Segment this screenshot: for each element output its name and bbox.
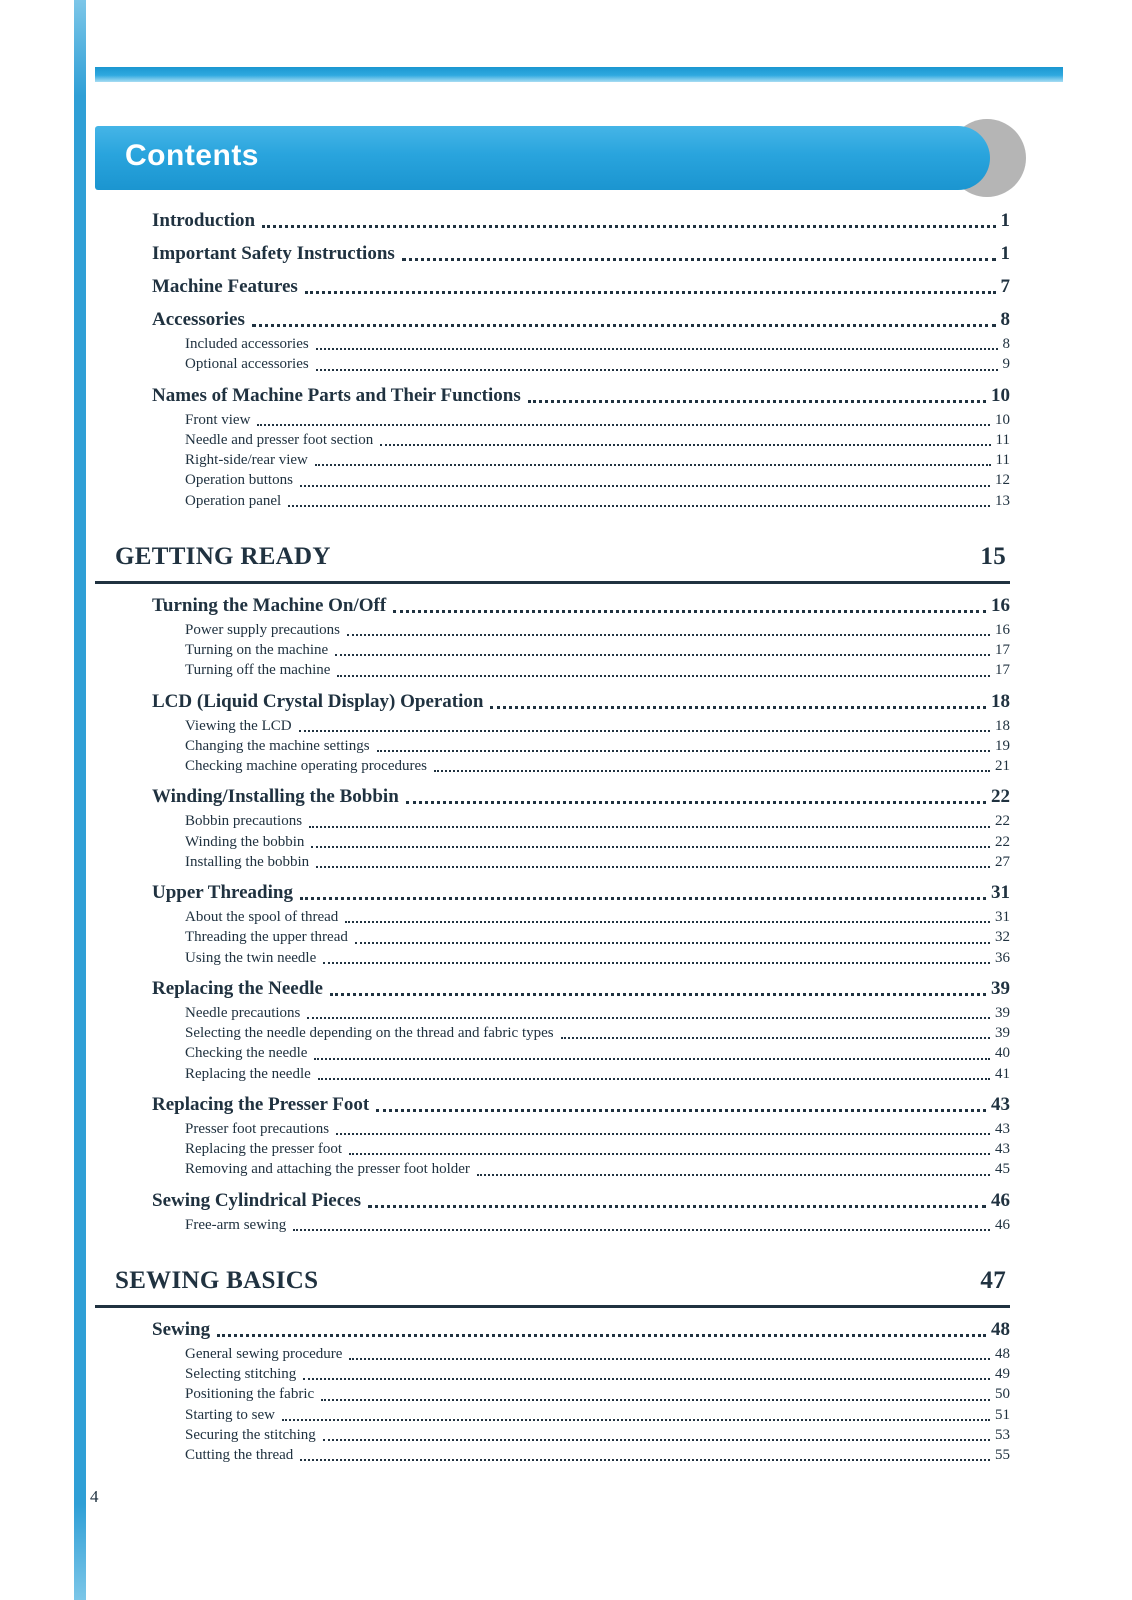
toc-entry-page-number: 39 bbox=[991, 977, 1010, 999]
toc-entry-label: Installing the bobbin bbox=[185, 853, 310, 870]
footer-page-number: 4 bbox=[90, 1487, 99, 1506]
toc-chapter-entry bbox=[152, 1093, 1010, 1117]
dot-leader bbox=[252, 324, 996, 327]
toc-entry-page-number: 45 bbox=[995, 1161, 1010, 1178]
toc-sub-entry bbox=[185, 1159, 1010, 1179]
toc-entry-page-number: 22 bbox=[991, 786, 1010, 808]
toc-entry-label: SEWING BASICS bbox=[115, 1266, 319, 1294]
toc-entry-label: Winding the bobbin bbox=[185, 833, 305, 850]
dot-leader bbox=[336, 1133, 990, 1135]
dot-leader bbox=[309, 826, 990, 828]
dot-leader bbox=[314, 1058, 990, 1060]
toc-entry-page-number: 50 bbox=[995, 1386, 1010, 1403]
toc-entry-label: Right-side/rear view bbox=[185, 452, 308, 468]
toc-entry-label: Viewing the LCD bbox=[185, 717, 292, 734]
toc-entry-label: Included accessories bbox=[185, 336, 309, 352]
dot-leader bbox=[376, 1109, 986, 1112]
toc-sub-entry bbox=[185, 1064, 1010, 1084]
toc-sub-entry bbox=[185, 620, 1010, 640]
dot-leader bbox=[380, 444, 990, 446]
toc-entry-page-number: 10 bbox=[991, 384, 1010, 406]
toc-entry-label: Turning the Machine On/Off bbox=[152, 594, 387, 616]
dot-leader bbox=[303, 1378, 990, 1380]
dot-leader bbox=[406, 801, 986, 804]
toc-entry-label: Needle precautions bbox=[185, 1004, 301, 1021]
toc-entry-page-number: 22 bbox=[995, 813, 1010, 830]
toc-sub-entry bbox=[185, 927, 1010, 947]
toc bbox=[95, 200, 1010, 1465]
toc-entry-label: Optional accessories bbox=[185, 356, 309, 373]
toc-entry-label: Free-arm sewing bbox=[185, 1216, 287, 1233]
dot-leader bbox=[257, 424, 990, 426]
toc-entry-page-number: 12 bbox=[995, 472, 1010, 489]
toc-entry-page-number: 46 bbox=[995, 1216, 1010, 1233]
toc-entry-label: Using the twin needle bbox=[185, 949, 317, 966]
toc-entry-label: General sewing procedure bbox=[185, 1345, 343, 1362]
dot-leader bbox=[477, 1174, 990, 1176]
toc-sub-entry bbox=[185, 1384, 1010, 1404]
toc-entry-label: Needle and presser foot section bbox=[185, 431, 374, 448]
toc-sub-entry bbox=[185, 450, 1010, 470]
toc-sub-entry bbox=[185, 1215, 1010, 1235]
toc-sub-entry bbox=[185, 410, 1010, 430]
toc-entry-page-number: 15 bbox=[980, 542, 1006, 570]
toc-sub-entry bbox=[185, 354, 1010, 374]
toc-sub-entry bbox=[185, 852, 1010, 872]
dot-leader bbox=[300, 897, 986, 900]
toc-chapter-entry bbox=[152, 209, 1010, 233]
toc-entry-page-number: 43 bbox=[995, 1120, 1010, 1137]
toc-entry-page-number: 43 bbox=[995, 1141, 1010, 1157]
toc-entry-page-number: 11 bbox=[995, 431, 1010, 448]
dot-leader bbox=[315, 464, 991, 466]
dot-leader bbox=[355, 942, 990, 944]
dot-leader bbox=[321, 1399, 990, 1401]
dot-leader bbox=[217, 1334, 986, 1337]
toc-chapter-entry bbox=[152, 242, 1010, 266]
toc-entry-label: Turning off the machine bbox=[185, 662, 331, 679]
toc-sub-entry bbox=[185, 1425, 1010, 1445]
toc-sub-entry bbox=[185, 1023, 1010, 1043]
dot-leader bbox=[323, 962, 990, 964]
toc-chapter-entry bbox=[152, 881, 1010, 905]
toc-sub-entry bbox=[185, 1364, 1010, 1384]
dot-leader bbox=[345, 921, 990, 923]
toc-entry-label: Positioning the fabric bbox=[185, 1386, 315, 1403]
toc-entry-page-number: 43 bbox=[991, 1093, 1010, 1115]
toc-entry-page-number: 9 bbox=[1002, 356, 1010, 373]
toc-entry-page-number: 1 bbox=[1000, 243, 1010, 264]
toc-sub-entry bbox=[185, 1043, 1010, 1063]
toc-entry-page-number: 11 bbox=[995, 452, 1010, 468]
toc-sub-entry bbox=[185, 1405, 1010, 1425]
dot-leader bbox=[299, 730, 990, 732]
toc-entry-label: Upper Threading bbox=[152, 882, 293, 903]
toc-entry-page-number: 36 bbox=[995, 949, 1010, 966]
dot-leader bbox=[282, 1419, 990, 1421]
toc-entry-page-number: 17 bbox=[995, 662, 1010, 679]
toc-entry-label: Sewing bbox=[152, 1318, 211, 1340]
toc-entry-page-number: 16 bbox=[991, 594, 1010, 616]
toc-entry-page-number: 22 bbox=[995, 833, 1010, 850]
toc-entry-label: Accessories bbox=[152, 309, 245, 330]
toc-entry-page-number: 10 bbox=[995, 411, 1010, 428]
toc-entry-page-number: 13 bbox=[995, 492, 1010, 509]
dot-leader bbox=[288, 505, 990, 507]
toc-chapter-entry bbox=[152, 690, 1010, 714]
dot-leader bbox=[528, 400, 986, 403]
toc-entry-page-number: 48 bbox=[995, 1345, 1010, 1362]
toc-entry-label: Changing the machine settings bbox=[185, 737, 370, 754]
toc-entry-label: Cutting the thread bbox=[185, 1447, 294, 1463]
dot-leader bbox=[316, 348, 998, 350]
toc-entry-label: Important Safety Instructions bbox=[152, 243, 395, 264]
toc-entry-page-number: 1 bbox=[1000, 210, 1010, 231]
toc-entry-page-number: 39 bbox=[995, 1004, 1010, 1021]
toc-chapter-entry bbox=[152, 275, 1010, 299]
toc-chapter-entry bbox=[152, 1189, 1010, 1213]
dot-leader bbox=[330, 993, 986, 996]
dot-leader bbox=[393, 610, 986, 613]
toc-entry-label: Checking machine operating procedures bbox=[185, 758, 427, 774]
toc-entry-label: Front view bbox=[185, 411, 251, 428]
toc-sub-entry bbox=[185, 491, 1010, 511]
toc-entry-label: Replacing the needle bbox=[185, 1065, 311, 1082]
toc-entry-page-number: 7 bbox=[1000, 276, 1010, 297]
toc-entry-label: Machine Features bbox=[152, 276, 298, 297]
toc-entry-label: Replacing the Needle bbox=[152, 977, 323, 999]
dot-leader bbox=[307, 1017, 990, 1019]
toc-entry-label: Presser foot precautions bbox=[185, 1120, 330, 1137]
toc-entry-page-number: 47 bbox=[980, 1266, 1006, 1294]
toc-entry-label: Checking the needle bbox=[185, 1045, 308, 1062]
top-accent-rule bbox=[95, 67, 1063, 82]
toc-entry-page-number: 8 bbox=[1000, 309, 1010, 330]
toc-entry-page-number: 8 bbox=[1002, 336, 1010, 352]
toc-sub-entry bbox=[185, 470, 1010, 490]
toc-entry-page-number: 41 bbox=[995, 1065, 1010, 1082]
toc-entry-label: Sewing Cylindrical Pieces bbox=[152, 1189, 361, 1211]
dot-leader bbox=[316, 369, 998, 371]
dot-leader bbox=[316, 866, 990, 868]
toc-entry-label: Selecting the needle depending on the thread and fabric types bbox=[185, 1025, 554, 1041]
toc-sub-entry bbox=[185, 1003, 1010, 1023]
dot-leader bbox=[335, 654, 990, 656]
toc-sub-entry bbox=[185, 907, 1010, 927]
toc-entry-page-number: 40 bbox=[995, 1045, 1010, 1062]
dot-leader bbox=[300, 485, 990, 487]
toc-entry-label: Threading the upper thread bbox=[185, 929, 348, 946]
toc-sub-entry bbox=[185, 811, 1010, 831]
toc-entry-label: Turning on the machine bbox=[185, 642, 329, 658]
toc-entry-label: Selecting stitching bbox=[185, 1366, 297, 1382]
toc-entry-page-number: 53 bbox=[995, 1426, 1010, 1443]
toc-entry-page-number: 31 bbox=[995, 909, 1010, 925]
toc-entry-label: Securing the stitching bbox=[185, 1426, 316, 1443]
toc-entry-label: Replacing the Presser Foot bbox=[152, 1093, 370, 1115]
toc-chapter-entry bbox=[152, 1318, 1010, 1342]
dot-leader bbox=[377, 750, 990, 752]
dot-leader bbox=[349, 1153, 990, 1155]
toc-entry-label: Replacing the presser foot bbox=[185, 1141, 343, 1157]
toc-entry-page-number: 17 bbox=[995, 642, 1010, 658]
dot-leader bbox=[349, 1358, 990, 1360]
toc-entry-page-number: 31 bbox=[991, 882, 1010, 903]
toc-entry-label: Operation buttons bbox=[185, 472, 293, 489]
toc-entry-page-number: 32 bbox=[995, 929, 1010, 946]
toc-entry-page-number: 46 bbox=[991, 1189, 1010, 1211]
toc-sub-entry bbox=[185, 334, 1010, 354]
toc-section-header bbox=[95, 541, 1010, 584]
toc-entry-label: Power supply precautions bbox=[185, 621, 340, 638]
toc-sub-entry bbox=[185, 1119, 1010, 1139]
toc-entry-page-number: 18 bbox=[991, 690, 1010, 712]
dot-leader bbox=[347, 634, 990, 636]
toc-entry-label: Introduction bbox=[152, 210, 256, 231]
toc-sub-entry bbox=[185, 756, 1010, 776]
toc-entry-page-number: 16 bbox=[995, 621, 1010, 638]
toc-entry-page-number: 39 bbox=[995, 1025, 1010, 1041]
dot-leader bbox=[434, 770, 990, 772]
toc-sub-entry bbox=[185, 736, 1010, 756]
dot-leader bbox=[293, 1229, 990, 1231]
page-title: Contents bbox=[125, 139, 259, 172]
toc-entry-label: Removing and attaching the presser foot holder bbox=[185, 1161, 470, 1178]
dot-leader bbox=[323, 1439, 990, 1441]
toc-entry-page-number: 19 bbox=[995, 737, 1010, 754]
contents-banner bbox=[95, 126, 990, 190]
dot-leader bbox=[368, 1205, 986, 1208]
toc-chapter-entry bbox=[152, 384, 1010, 408]
toc-sub-entry bbox=[185, 1344, 1010, 1364]
dot-leader bbox=[262, 225, 995, 228]
toc-entry-label: Bobbin precautions bbox=[185, 813, 303, 830]
dot-leader bbox=[490, 706, 986, 709]
toc-entry-page-number: 18 bbox=[995, 717, 1010, 734]
toc-section-header bbox=[95, 1265, 1010, 1308]
toc-chapter-entry bbox=[152, 977, 1010, 1001]
toc-entry-page-number: 49 bbox=[995, 1366, 1010, 1382]
toc-sub-entry bbox=[185, 716, 1010, 736]
toc-chapter-entry bbox=[152, 785, 1010, 809]
toc-entry-page-number: 48 bbox=[991, 1318, 1010, 1340]
toc-sub-entry bbox=[185, 832, 1010, 852]
dot-leader bbox=[337, 675, 990, 677]
toc-sub-entry bbox=[185, 1445, 1010, 1465]
toc-entry-label: LCD (Liquid Crystal Display) Operation bbox=[152, 690, 484, 712]
dot-leader bbox=[402, 258, 996, 261]
toc-entry-page-number: 55 bbox=[995, 1447, 1010, 1463]
dot-leader bbox=[311, 846, 990, 848]
toc-entry-label: Winding/Installing the Bobbin bbox=[152, 786, 399, 808]
toc-entry-page-number: 21 bbox=[995, 758, 1010, 774]
left-edge-stripe bbox=[74, 0, 86, 1600]
toc-entry-label: Names of Machine Parts and Their Functions bbox=[152, 384, 521, 406]
toc-entry-page-number: 27 bbox=[995, 853, 1010, 870]
toc-chapter-entry bbox=[152, 308, 1010, 332]
dot-leader bbox=[318, 1078, 990, 1080]
dot-leader bbox=[300, 1459, 990, 1461]
toc-entry-label: About the spool of thread bbox=[185, 909, 339, 925]
toc-chapter-entry bbox=[152, 594, 1010, 618]
toc-sub-entry bbox=[185, 948, 1010, 968]
dot-leader bbox=[305, 291, 996, 294]
dot-leader bbox=[561, 1037, 990, 1039]
toc-sub-entry bbox=[185, 430, 1010, 450]
toc-entry-label: GETTING READY bbox=[115, 542, 331, 570]
toc-entry-label: Starting to sew bbox=[185, 1406, 275, 1423]
toc-sub-entry bbox=[185, 640, 1010, 660]
toc-sub-entry bbox=[185, 1139, 1010, 1159]
toc-entry-label: Operation panel bbox=[185, 492, 282, 509]
toc-sub-entry bbox=[185, 660, 1010, 680]
toc-entry-page-number: 51 bbox=[995, 1406, 1010, 1423]
